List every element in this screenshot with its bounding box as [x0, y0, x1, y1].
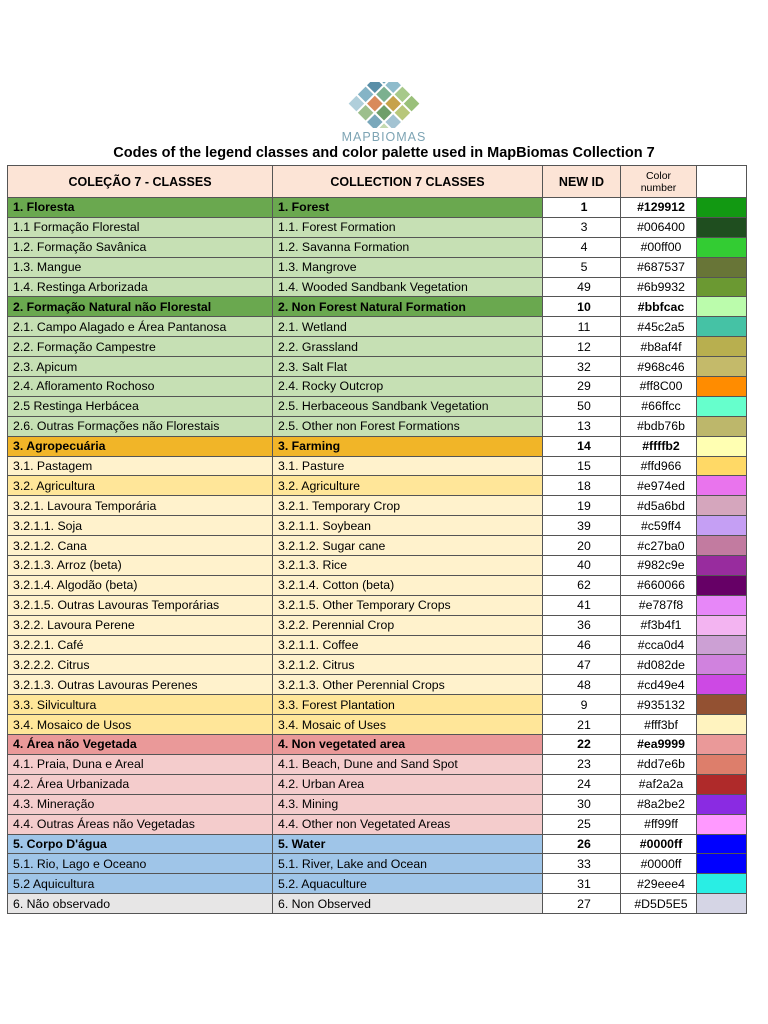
color-swatch: [697, 754, 747, 774]
class-id: 47: [543, 655, 621, 675]
color-swatch: [697, 556, 747, 576]
class-id: 33: [543, 854, 621, 874]
color-swatch: [697, 575, 747, 595]
class-name-en: 4.3. Mining: [273, 794, 543, 814]
class-id: 23: [543, 754, 621, 774]
color-swatch: [697, 774, 747, 794]
header-color-number: [621, 166, 697, 198]
class-id: 22: [543, 735, 621, 755]
color-hex: #bdb76b: [621, 416, 697, 436]
class-name-pt: 3.2.1.3. Outras Lavouras Perenes: [8, 675, 273, 695]
color-hex: #af2a2a: [621, 774, 697, 794]
class-id: 5: [543, 257, 621, 277]
color-swatch: [697, 814, 747, 834]
class-id: 4: [543, 237, 621, 257]
color-hex: #968c46: [621, 357, 697, 377]
color-swatch: [697, 317, 747, 337]
header-swatch: [697, 166, 747, 198]
color-hex: #6b9932: [621, 277, 697, 297]
class-name-en: 6. Non Observed: [273, 894, 543, 914]
table-row: [8, 754, 747, 774]
color-hex: #935132: [621, 695, 697, 715]
class-name-pt: 4.1. Praia, Duna e Areal: [8, 754, 273, 774]
table-row: [8, 337, 747, 357]
color-hex: #cd49e4: [621, 675, 697, 695]
color-swatch: [697, 695, 747, 715]
class-id: 46: [543, 635, 621, 655]
color-hex: #006400: [621, 217, 697, 237]
class-id: 3: [543, 217, 621, 237]
color-hex: #8a2be2: [621, 794, 697, 814]
table-row: [8, 695, 747, 715]
color-hex: #e787f8: [621, 595, 697, 615]
table-row: [8, 655, 747, 675]
class-id: 41: [543, 595, 621, 615]
class-name-en: 2.5. Herbaceous Sandbank Vegetation: [273, 396, 543, 416]
class-name-en: 3.2.1.1. Coffee: [273, 635, 543, 655]
class-name-pt: 1. Floresta: [8, 198, 273, 218]
class-id: 48: [543, 675, 621, 695]
class-id: 18: [543, 476, 621, 496]
color-hex: #0000ff: [621, 834, 697, 854]
class-name-pt: 3.2.1.3. Arroz (beta): [8, 556, 273, 576]
class-name-pt: 4.4. Outras Áreas não Vegetadas: [8, 814, 273, 834]
class-id: 25: [543, 814, 621, 834]
table-row: [8, 377, 747, 397]
table-row: [8, 317, 747, 337]
color-hex: #660066: [621, 575, 697, 595]
header-new-id: NEW ID: [543, 166, 621, 198]
class-name-en: 3.2.1. Temporary Crop: [273, 496, 543, 516]
class-name-pt: 2.3. Apicum: [8, 357, 273, 377]
class-name-en: 2.1. Wetland: [273, 317, 543, 337]
legend-table: [7, 165, 747, 914]
color-hex: #b8af4f: [621, 337, 697, 357]
color-hex: #d082de: [621, 655, 697, 675]
class-name-en: 3. Farming: [273, 436, 543, 456]
color-hex: #ffd966: [621, 456, 697, 476]
table-row: [8, 595, 747, 615]
color-hex: #982c9e: [621, 556, 697, 576]
table-row: [8, 735, 747, 755]
table-row: [8, 297, 747, 317]
table-row: [8, 556, 747, 576]
class-name-pt: 3.2.1.2. Cana: [8, 536, 273, 556]
class-name-pt: 3.3. Silvicultura: [8, 695, 273, 715]
color-swatch: [697, 715, 747, 735]
class-id: 49: [543, 277, 621, 297]
table-row: [8, 615, 747, 635]
class-name-en: 4.2. Urban Area: [273, 774, 543, 794]
color-swatch: [697, 496, 747, 516]
color-swatch: [697, 377, 747, 397]
table-row: [8, 396, 747, 416]
color-swatch: [697, 874, 747, 894]
table-row: [8, 516, 747, 536]
class-id: 13: [543, 416, 621, 436]
header-pt-classes: COLEÇÃO 7 - CLASSES: [8, 166, 273, 198]
class-id: 27: [543, 894, 621, 914]
class-id: 10: [543, 297, 621, 317]
color-swatch: [697, 257, 747, 277]
table-row: [8, 217, 747, 237]
class-id: 32: [543, 357, 621, 377]
color-swatch: [697, 615, 747, 635]
table-row: [8, 814, 747, 834]
color-swatch: [697, 237, 747, 257]
color-swatch: [697, 516, 747, 536]
class-id: 31: [543, 874, 621, 894]
class-name-en: 1.2. Savanna Formation: [273, 237, 543, 257]
class-id: 26: [543, 834, 621, 854]
class-name-pt: 5.2 Aquicultura: [8, 874, 273, 894]
color-swatch: [697, 456, 747, 476]
class-id: 20: [543, 536, 621, 556]
color-hex: #c27ba0: [621, 536, 697, 556]
class-name-en: 3.3. Forest Plantation: [273, 695, 543, 715]
color-hex: #f3b4f1: [621, 615, 697, 635]
class-name-en: 3.2.1.4. Cotton (beta): [273, 575, 543, 595]
class-name-pt: 3. Agropecuária: [8, 436, 273, 456]
header-row: [8, 166, 747, 198]
table-row: [8, 874, 747, 894]
table-row: [8, 198, 747, 218]
table-row: [8, 476, 747, 496]
class-id: 36: [543, 615, 621, 635]
mapbiomas-mosaic-icon: [336, 82, 432, 128]
header-color-line2: number: [640, 181, 677, 194]
color-swatch: [697, 217, 747, 237]
class-name-en: 1.4. Wooded Sandbank Vegetation: [273, 277, 543, 297]
class-name-pt: 3.2.1.1. Soja: [8, 516, 273, 536]
class-name-pt: 3.2.1.5. Outras Lavouras Temporárias: [8, 595, 273, 615]
table-row: [8, 496, 747, 516]
class-name-pt: 3.2.1. Lavoura Temporária: [8, 496, 273, 516]
class-name-en: 3.2.1.3. Other Perennial Crops: [273, 675, 543, 695]
mapbiomas-logo: [336, 82, 432, 148]
class-id: 11: [543, 317, 621, 337]
class-name-pt: 2.4. Afloramento Rochoso: [8, 377, 273, 397]
class-id: 12: [543, 337, 621, 357]
class-name-en: 1.1. Forest Formation: [273, 217, 543, 237]
table-row: [8, 237, 747, 257]
class-name-pt: 3.2.2. Lavoura Perene: [8, 615, 273, 635]
class-id: 21: [543, 715, 621, 735]
color-swatch: [697, 436, 747, 456]
class-name-en: 4. Non vegetated area: [273, 735, 543, 755]
color-hex: #bbfcac: [621, 297, 697, 317]
color-swatch: [697, 635, 747, 655]
class-name-en: 4.1. Beach, Dune and Sand Spot: [273, 754, 543, 774]
class-id: 15: [543, 456, 621, 476]
color-hex: #66ffcc: [621, 396, 697, 416]
logo-wordmark: MAPBIOMAS: [341, 130, 427, 144]
color-swatch: [697, 416, 747, 436]
class-name-en: 3.2.1.2. Citrus: [273, 655, 543, 675]
color-swatch: [697, 396, 747, 416]
class-id: 50: [543, 396, 621, 416]
class-name-en: 3.2.2. Perennial Crop: [273, 615, 543, 635]
class-id: 9: [543, 695, 621, 715]
color-hex: #ea9999: [621, 735, 697, 755]
table-row: [8, 675, 747, 695]
color-swatch: [697, 834, 747, 854]
class-name-pt: 3.2. Agricultura: [8, 476, 273, 496]
class-name-en: 1.3. Mangrove: [273, 257, 543, 277]
class-id: 62: [543, 575, 621, 595]
header-en-classes: COLLECTION 7 CLASSES: [273, 166, 543, 198]
table-row: [8, 794, 747, 814]
header-color-line1: Color: [645, 169, 672, 182]
class-id: 24: [543, 774, 621, 794]
color-hex: #ff8C00: [621, 377, 697, 397]
table-row: [8, 834, 747, 854]
color-hex: #e974ed: [621, 476, 697, 496]
color-swatch: [697, 277, 747, 297]
color-hex: #fff3bf: [621, 715, 697, 735]
class-id: 39: [543, 516, 621, 536]
table-row: [8, 854, 747, 874]
table-row: [8, 277, 747, 297]
color-swatch: [697, 476, 747, 496]
class-name-pt: 2.6. Outras Formações não Florestais: [8, 416, 273, 436]
class-name-pt: 1.2. Formação Savânica: [8, 237, 273, 257]
table-row: [8, 456, 747, 476]
class-name-en: 2.4. Rocky Outcrop: [273, 377, 543, 397]
class-name-en: 3.2.1.2. Sugar cane: [273, 536, 543, 556]
table-row: [8, 357, 747, 377]
table-row: [8, 715, 747, 735]
color-swatch: [697, 854, 747, 874]
class-name-pt: 3.2.1.4. Algodão (beta): [8, 575, 273, 595]
table-row: [8, 436, 747, 456]
color-hex: #00ff00: [621, 237, 697, 257]
color-hex: #687537: [621, 257, 697, 277]
color-hex: #D5D5E5: [621, 894, 697, 914]
class-name-pt: 1.3. Mangue: [8, 257, 273, 277]
class-name-pt: 5.1. Rio, Lago e Oceano: [8, 854, 273, 874]
color-swatch: [697, 198, 747, 218]
color-swatch: [697, 536, 747, 556]
color-hex: #129912: [621, 198, 697, 218]
page-title: Codes of the legend classes and color palette used in MapBiomas Collection 7: [113, 145, 655, 161]
class-name-en: 2.2. Grassland: [273, 337, 543, 357]
class-name-pt: 3.4. Mosaico de Usos: [8, 715, 273, 735]
class-name-en: 3.2.1.1. Soybean: [273, 516, 543, 536]
color-hex: #c59ff4: [621, 516, 697, 536]
class-name-en: 4.4. Other non Vegetated Areas: [273, 814, 543, 834]
color-swatch: [697, 357, 747, 377]
color-swatch: [697, 337, 747, 357]
class-name-en: 5. Water: [273, 834, 543, 854]
class-name-pt: 5. Corpo D'água: [8, 834, 273, 854]
table-row: [8, 257, 747, 277]
table-row: [8, 416, 747, 436]
class-name-pt: 3.2.2.1. Café: [8, 635, 273, 655]
class-name-pt: 1.1 Formação Florestal: [8, 217, 273, 237]
color-hex: #ff99ff: [621, 814, 697, 834]
table-row: [8, 774, 747, 794]
class-id: 19: [543, 496, 621, 516]
color-hex: #29eee4: [621, 874, 697, 894]
class-name-pt: 2.5 Restinga Herbácea: [8, 396, 273, 416]
color-hex: #cca0d4: [621, 635, 697, 655]
class-name-en: 1. Forest: [273, 198, 543, 218]
table-row: [8, 536, 747, 556]
color-swatch: [697, 595, 747, 615]
class-name-en: 3.1. Pasture: [273, 456, 543, 476]
class-name-en: 3.2.1.5. Other Temporary Crops: [273, 595, 543, 615]
class-name-pt: 6. Não observado: [8, 894, 273, 914]
color-swatch: [697, 675, 747, 695]
color-hex: #d5a6bd: [621, 496, 697, 516]
class-name-en: 3.2.1.3. Rice: [273, 556, 543, 576]
class-name-pt: 4.2. Área Urbanizada: [8, 774, 273, 794]
class-name-en: 5.2. Aquaculture: [273, 874, 543, 894]
color-hex: #45c2a5: [621, 317, 697, 337]
class-name-pt: 2.2. Formação Campestre: [8, 337, 273, 357]
class-name-pt: 2. Formação Natural não Florestal: [8, 297, 273, 317]
class-name-en: 2. Non Forest Natural Formation: [273, 297, 543, 317]
table-row: [8, 575, 747, 595]
color-swatch: [697, 894, 747, 914]
class-name-pt: 4.3. Mineração: [8, 794, 273, 814]
class-name-en: 3.4. Mosaic of Uses: [273, 715, 543, 735]
class-id: 40: [543, 556, 621, 576]
color-swatch: [697, 655, 747, 675]
class-name-pt: 2.1. Campo Alagado e Área Pantanosa: [8, 317, 273, 337]
color-hex: #ffffb2: [621, 436, 697, 456]
class-name-en: 3.2. Agriculture: [273, 476, 543, 496]
class-name-pt: 4. Área não Vegetada: [8, 735, 273, 755]
table-row: [8, 894, 747, 914]
color-swatch: [697, 735, 747, 755]
class-name-en: 2.3. Salt Flat: [273, 357, 543, 377]
color-hex: #dd7e6b: [621, 754, 697, 774]
class-id: 29: [543, 377, 621, 397]
class-name-pt: 3.2.2.2. Citrus: [8, 655, 273, 675]
table-row: [8, 635, 747, 655]
color-swatch: [697, 794, 747, 814]
class-name-pt: 3.1. Pastagem: [8, 456, 273, 476]
color-hex: #0000ff: [621, 854, 697, 874]
class-name-en: 5.1. River, Lake and Ocean: [273, 854, 543, 874]
class-id: 14: [543, 436, 621, 456]
class-name-pt: 1.4. Restinga Arborizada: [8, 277, 273, 297]
color-swatch: [697, 297, 747, 317]
class-name-en: 2.5. Other non Forest Formations: [273, 416, 543, 436]
class-id: 30: [543, 794, 621, 814]
class-id: 1: [543, 198, 621, 218]
